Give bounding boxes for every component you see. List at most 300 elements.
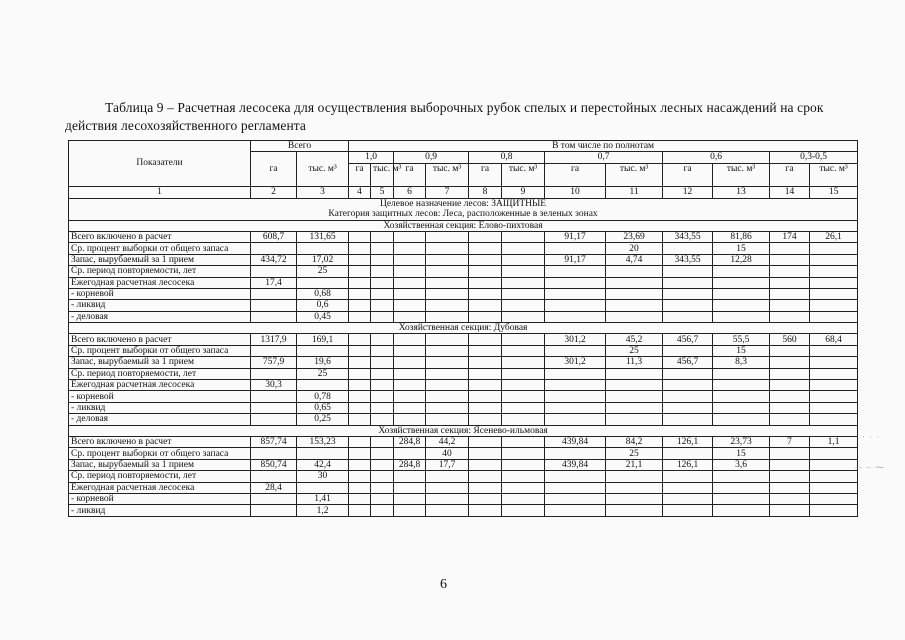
table-cell: 456,7 (663, 334, 713, 345)
table-cell (810, 243, 858, 254)
column-number: 14 (770, 186, 810, 198)
table-cell: 3,6 (713, 459, 770, 470)
table-cell: 757,9 (251, 357, 297, 368)
table-cell (371, 254, 394, 265)
table-cell (394, 448, 426, 459)
table-row (69, 482, 858, 493)
table-row (69, 368, 858, 379)
row-label: Ср. период повторяемости, лет (69, 471, 251, 482)
table-cell (545, 368, 606, 379)
table-cell (502, 391, 545, 402)
table-cell (426, 345, 469, 356)
section-title: Хозяйственная секция: Дубовая (69, 323, 858, 334)
table-cell (394, 266, 426, 277)
table-cell: 850,74 (251, 459, 297, 470)
table-cell (606, 311, 663, 322)
table-cell (502, 357, 545, 368)
table-cell (770, 243, 810, 254)
table-cell (469, 266, 502, 277)
header-density-5: 0,6 (663, 152, 770, 163)
table-cell (349, 311, 371, 322)
table-cell (469, 505, 502, 516)
table-cell (606, 300, 663, 311)
table-cell (394, 254, 426, 265)
header-m3: тыс. м³ (606, 163, 663, 186)
table-cell (349, 254, 371, 265)
row-label: Запас, вырубаемый за 1 прием (69, 254, 251, 265)
table-cell: 4,74 (606, 254, 663, 265)
table-cell (770, 345, 810, 356)
table-cell (502, 334, 545, 345)
scan-smudge: · · · (862, 432, 881, 442)
table-cell (349, 231, 371, 242)
table-cell (371, 391, 394, 402)
column-number: 4 (349, 186, 371, 198)
table-cell (426, 243, 469, 254)
table-cell (810, 266, 858, 277)
table-cell: 1,1 (810, 436, 858, 447)
table-cell (469, 311, 502, 322)
table-cell (394, 231, 426, 242)
table-row (69, 311, 858, 322)
table-cell (394, 368, 426, 379)
table-cell (251, 505, 297, 516)
table-cell (545, 448, 606, 459)
table-cell: 15 (713, 448, 770, 459)
table-cell (426, 334, 469, 345)
table-cell (545, 391, 606, 402)
table-cell (297, 448, 349, 459)
table-cell: 23,69 (606, 231, 663, 242)
header-density-2: 0,9 (394, 152, 469, 163)
table-cell (426, 266, 469, 277)
table-cell (663, 345, 713, 356)
table-cell (371, 402, 394, 413)
table-cell (469, 493, 502, 504)
table-cell (349, 493, 371, 504)
table-cell (663, 243, 713, 254)
table-cell: 456,7 (663, 357, 713, 368)
table-cell (297, 482, 349, 493)
table-cell (371, 368, 394, 379)
table-cell (394, 482, 426, 493)
column-number: 10 (545, 186, 606, 198)
table-cell: 40 (426, 448, 469, 459)
table-cell (810, 493, 858, 504)
table-cell (545, 505, 606, 516)
table-cell (349, 243, 371, 254)
header-row-1 (69, 141, 858, 152)
table-cell: 0,68 (297, 288, 349, 299)
table-row (69, 471, 858, 482)
table-cell (371, 459, 394, 470)
table-row (69, 459, 858, 470)
table-cell (469, 391, 502, 402)
table-row (69, 277, 858, 288)
table-cell: 284,8 (394, 436, 426, 447)
row-label: Всего включено в расчет (69, 334, 251, 345)
table-cell (251, 414, 297, 425)
table-cell (394, 243, 426, 254)
table-cell (371, 448, 394, 459)
table-cell: 857,74 (251, 436, 297, 447)
table-cell (251, 266, 297, 277)
row-label: Ежегодная расчетная лесосека (69, 380, 251, 391)
table-cell (770, 482, 810, 493)
row-label: Запас, вырубаемый за 1 прием (69, 357, 251, 368)
table-cell: 301,2 (545, 334, 606, 345)
table-cell (394, 277, 426, 288)
table-cell (426, 471, 469, 482)
header-by-density: В том числе по полнотам (349, 141, 858, 152)
table-cell (371, 288, 394, 299)
table-cell (663, 391, 713, 402)
table-cell (770, 380, 810, 391)
table-cell (426, 357, 469, 368)
table-cell (713, 505, 770, 516)
table-cell: 15 (713, 243, 770, 254)
table-cell: 439,84 (545, 436, 606, 447)
table-cell: 28,4 (251, 482, 297, 493)
table-cell (426, 380, 469, 391)
table-cell (663, 505, 713, 516)
table-cell (545, 277, 606, 288)
table-cell (349, 482, 371, 493)
table-cell (502, 380, 545, 391)
table-cell (371, 231, 394, 242)
table-cell (469, 243, 502, 254)
table-cell: 8,3 (713, 357, 770, 368)
table-cell (349, 277, 371, 288)
table-cell (545, 266, 606, 277)
table-cell (469, 448, 502, 459)
table-cell (349, 436, 371, 447)
row-label: - деловая (69, 311, 251, 322)
table-cell (426, 402, 469, 413)
column-number: 13 (713, 186, 770, 198)
table-cell: 19,6 (297, 357, 349, 368)
table-cell (426, 414, 469, 425)
table-cell (810, 368, 858, 379)
table-cell (663, 380, 713, 391)
table-cell (371, 471, 394, 482)
section-title-row (69, 425, 858, 436)
table-cell (502, 311, 545, 322)
row-label: - корневой (69, 288, 251, 299)
table-cell (502, 368, 545, 379)
table-cell: 0,45 (297, 311, 349, 322)
table-row (69, 505, 858, 516)
table-cell: 17,4 (251, 277, 297, 288)
table-cell (426, 288, 469, 299)
table-cell (810, 459, 858, 470)
category-label: Категория защитных лесов: Леса, расположенные в зеленых зонах (69, 209, 858, 220)
table-cell (297, 243, 349, 254)
table-cell (810, 414, 858, 425)
table-cell (297, 345, 349, 356)
column-number: 7 (426, 186, 469, 198)
table-cell: 131,65 (297, 231, 349, 242)
table-cell: 0,6 (297, 300, 349, 311)
table-cell (663, 471, 713, 482)
table-cell: 126,1 (663, 436, 713, 447)
table-cell (810, 391, 858, 402)
table-cell (810, 471, 858, 482)
table-cell: 25 (606, 448, 663, 459)
table-cell (469, 380, 502, 391)
table-cell (426, 368, 469, 379)
table-cell (426, 482, 469, 493)
table-cell (251, 243, 297, 254)
table-cell: 91,17 (545, 231, 606, 242)
table-cell (371, 482, 394, 493)
table-cell (663, 311, 713, 322)
table-cell (394, 288, 426, 299)
table-cell: 0,25 (297, 414, 349, 425)
table-cell (545, 345, 606, 356)
table-cell: 17,7 (426, 459, 469, 470)
header-ha: га (663, 163, 713, 186)
table-row (69, 391, 858, 402)
table-cell (545, 482, 606, 493)
table-cell (810, 288, 858, 299)
table-cell: 439,84 (545, 459, 606, 470)
table-cell (394, 334, 426, 345)
header-total: Всего (251, 141, 349, 152)
table-cell (770, 368, 810, 379)
table-cell (394, 493, 426, 504)
table-cell (371, 334, 394, 345)
table-cell (606, 277, 663, 288)
table-cell (545, 471, 606, 482)
table-cell: 608,7 (251, 231, 297, 242)
table-cell (770, 254, 810, 265)
table-cell (502, 482, 545, 493)
table-cell (426, 391, 469, 402)
table-cell (371, 414, 394, 425)
purpose-label: Целевое назначение лесов: ЗАЩИТНЫЕ (69, 198, 858, 209)
table-row (69, 266, 858, 277)
table-cell (349, 471, 371, 482)
table-cell (810, 277, 858, 288)
table-cell (426, 300, 469, 311)
table-cell (770, 471, 810, 482)
table-cell (770, 391, 810, 402)
table-cell (713, 414, 770, 425)
row-label: Ср. период повторяемости, лет (69, 266, 251, 277)
table-cell (394, 391, 426, 402)
table-cell (663, 414, 713, 425)
table-cell (469, 482, 502, 493)
row-label: Всего включено в расчет (69, 231, 251, 242)
table-cell: 25 (297, 266, 349, 277)
table-cell (371, 493, 394, 504)
row-label: Ср. процент выборки от общего запаса (69, 448, 251, 459)
table-cell (251, 471, 297, 482)
table-cell (770, 288, 810, 299)
table-cell (545, 414, 606, 425)
table-cell (606, 380, 663, 391)
table-cell (502, 471, 545, 482)
table-cell (606, 505, 663, 516)
table-cell (502, 300, 545, 311)
table-cell (502, 493, 545, 504)
purpose-row (69, 198, 858, 209)
table-cell (810, 254, 858, 265)
column-number: 1 (69, 186, 251, 198)
header-total-ha: га (251, 152, 297, 186)
table-cell (713, 402, 770, 413)
column-number: 2 (251, 186, 297, 198)
table-cell (502, 254, 545, 265)
table-cell (713, 300, 770, 311)
table-cell (770, 402, 810, 413)
table-cell (469, 357, 502, 368)
table-cell (545, 493, 606, 504)
table-cell: 560 (770, 334, 810, 345)
table-cell (502, 243, 545, 254)
table-cell (251, 391, 297, 402)
table-cell (251, 311, 297, 322)
header-density-4: 0,7 (545, 152, 663, 163)
table-cell (349, 448, 371, 459)
header-ha: га (349, 163, 371, 186)
table-cell (349, 266, 371, 277)
table-cell (713, 266, 770, 277)
table-cell (663, 448, 713, 459)
header-indicators: Показатели (69, 141, 251, 187)
table-cell (545, 311, 606, 322)
table-cell (713, 482, 770, 493)
table-cell: 15 (713, 345, 770, 356)
table-cell: 7 (770, 436, 810, 447)
table-cell (251, 493, 297, 504)
table-cell (371, 266, 394, 277)
table-cell (469, 231, 502, 242)
table-cell (663, 493, 713, 504)
table-cell (394, 505, 426, 516)
page-number: 6 (440, 577, 447, 592)
table-cell (349, 414, 371, 425)
header-density-1: 1,0 (349, 152, 394, 163)
section-title: Хозяйственная секция: Елово-пихтовая (69, 220, 858, 231)
table-cell (713, 288, 770, 299)
table-cell: 44,2 (426, 436, 469, 447)
table-row (69, 334, 858, 345)
row-label: Ежегодная расчетная лесосека (69, 482, 251, 493)
section-title-row (69, 323, 858, 334)
table-cell (394, 311, 426, 322)
table-row (69, 436, 858, 447)
table-cell (502, 436, 545, 447)
table-cell: 25 (606, 345, 663, 356)
table-cell: 23,73 (713, 436, 770, 447)
table-row (69, 300, 858, 311)
table-cell (606, 471, 663, 482)
header-m3: тыс. м³ (502, 163, 545, 186)
table-cell: 284,8 (394, 459, 426, 470)
table-cell: 17,02 (297, 254, 349, 265)
table-cell (349, 368, 371, 379)
table-cell (810, 357, 858, 368)
table-cell: 343,55 (663, 231, 713, 242)
table-cell (663, 300, 713, 311)
table-cell (770, 505, 810, 516)
table-cell: 30 (297, 471, 349, 482)
table-row (69, 254, 858, 265)
table-cell (469, 402, 502, 413)
table-cell (349, 402, 371, 413)
table-cell (770, 311, 810, 322)
table-cell (349, 334, 371, 345)
table-cell (426, 505, 469, 516)
row-label: Ежегодная расчетная лесосека (69, 277, 251, 288)
column-number: 9 (502, 186, 545, 198)
table-cell (349, 380, 371, 391)
table-cell (426, 231, 469, 242)
table-cell: 1,2 (297, 505, 349, 516)
table-row (69, 493, 858, 504)
table-cell: 21,1 (606, 459, 663, 470)
table-cell: 91,17 (545, 254, 606, 265)
table-cell (502, 448, 545, 459)
table-cell (810, 505, 858, 516)
table-cell (770, 493, 810, 504)
row-label: - деловая (69, 414, 251, 425)
table-cell (770, 277, 810, 288)
table-cell (469, 459, 502, 470)
table-cell (371, 345, 394, 356)
table-cell: 0,78 (297, 391, 349, 402)
header-ha: га (770, 163, 810, 186)
table-cell (713, 311, 770, 322)
table-cell: 12,28 (713, 254, 770, 265)
table-cell (810, 345, 858, 356)
table-cell: 169,1 (297, 334, 349, 345)
table-cell: 30,3 (251, 380, 297, 391)
table-cell: 26,1 (810, 231, 858, 242)
table-cell (371, 277, 394, 288)
table-cell (349, 345, 371, 356)
table-cell (606, 368, 663, 379)
header-density-6: 0,3-0,5 (770, 152, 858, 163)
table-cell (469, 288, 502, 299)
table-cell (663, 277, 713, 288)
table-cell (394, 402, 426, 413)
table-cell (251, 368, 297, 379)
table-cell (502, 266, 545, 277)
table-cell (545, 288, 606, 299)
table-caption: Таблица 9 – Расчетная лесосека для осуществления выборочных рубок спелых и перестойных лесных насаждений на срок действия лесохозяйственного регламента (65, 100, 824, 133)
column-number: 3 (297, 186, 349, 198)
table-cell: 1,41 (297, 493, 349, 504)
table-cell (371, 505, 394, 516)
table-cell: 434,72 (251, 254, 297, 265)
column-number: 15 (810, 186, 858, 198)
column-number: 8 (469, 186, 502, 198)
table-cell: 153,23 (297, 436, 349, 447)
table-cell (713, 471, 770, 482)
table-cell (713, 368, 770, 379)
row-label: Запас, вырубаемый за 1 прием (69, 459, 251, 470)
table-cell (469, 436, 502, 447)
table-cell (349, 505, 371, 516)
table-cell (606, 288, 663, 299)
table-cell (606, 391, 663, 402)
table-cell (394, 414, 426, 425)
table-cell (713, 391, 770, 402)
table-row (69, 231, 858, 242)
